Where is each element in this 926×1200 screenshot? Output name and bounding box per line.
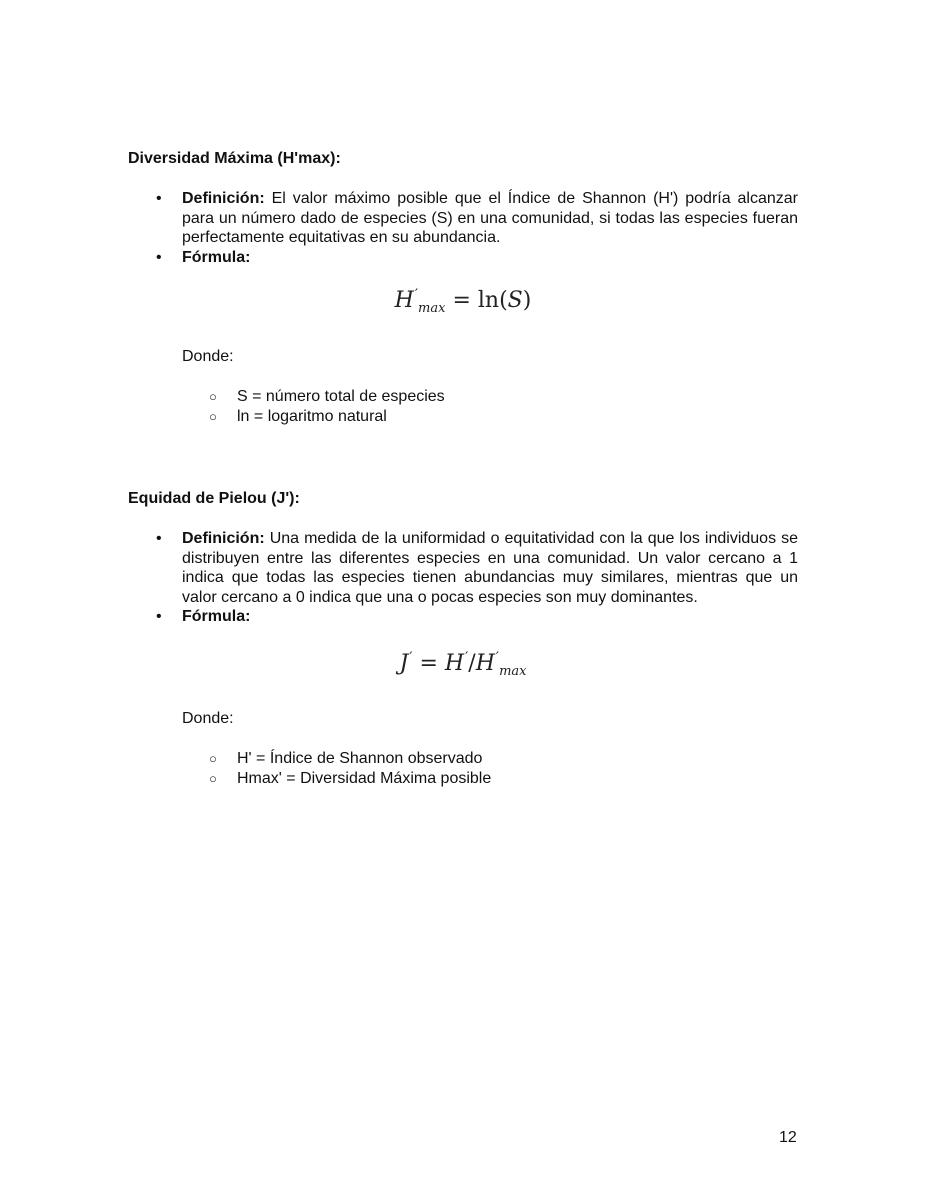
page-number: 12	[779, 1129, 797, 1146]
formula-hmax: $H'_{max} = \ln(S)$	[394, 287, 532, 316]
donde-label: Donde:	[182, 348, 234, 365]
term-text: H' = Índice de Shannon observado	[237, 750, 483, 767]
formula-label: Fórmula:	[182, 248, 251, 266]
definition-text: El valor máximo posible que el Índice de Shannon (H') podría alcanzar para un número dado de especies (S) en una comunidad, si todas las especies fueran perfectamente equitativas en su abundancia.	[182, 190, 799, 246]
section-title-equidad-pielou: Equidad de Pielou (J'):	[128, 490, 300, 507]
bullet-icon: •	[156, 190, 162, 207]
definition-label: Definición:	[182, 530, 265, 547]
formula-item	[128, 248, 798, 268]
definition-text: Una medida de la uniformidad o equitatividad con la que los individuos se distribuyen entre las diferentes especies en una comunidad. Un valor cercano a 1 indica que todas las especies tienen abundancias muy similares, mientras que un valor cercano a 0 indica que una o pocas especies son muy dominantes.	[182, 530, 799, 606]
terms-list-diversidad-maxima	[182, 387, 445, 426]
circle-bullet-icon: ○	[209, 751, 217, 766]
term-item	[182, 387, 445, 407]
definition-list-equidad-pielou	[128, 529, 798, 627]
section-title-diversidad-maxima: Diversidad Máxima (H'max):	[128, 150, 341, 167]
definition-list-diversidad-maxima	[128, 189, 798, 267]
formula-item	[128, 607, 798, 627]
definition-item	[128, 189, 798, 248]
circle-bullet-icon: ○	[209, 389, 217, 404]
term-item	[182, 749, 491, 769]
term-item	[182, 407, 445, 427]
definition-label: Definición:	[182, 190, 265, 207]
formula-pielou: $J' = H'/H'_{max}$	[399, 650, 527, 679]
circle-bullet-icon: ○	[209, 408, 217, 424]
bullet-icon: •	[156, 248, 162, 266]
bullet-icon: •	[156, 608, 162, 625]
bullet-icon: •	[156, 530, 162, 547]
term-item	[182, 769, 491, 789]
term-text: Hmax' = Diversidad Máxima posible	[237, 769, 492, 787]
donde-label: Donde:	[182, 710, 234, 727]
formula-label: Fórmula:	[182, 608, 251, 625]
circle-bullet-icon: ○	[209, 770, 217, 786]
term-text: ln = logaritmo natural	[237, 407, 387, 425]
terms-list-equidad-pielou	[182, 749, 491, 788]
definition-item	[128, 529, 798, 607]
term-text: S = número total de especies	[237, 388, 445, 405]
